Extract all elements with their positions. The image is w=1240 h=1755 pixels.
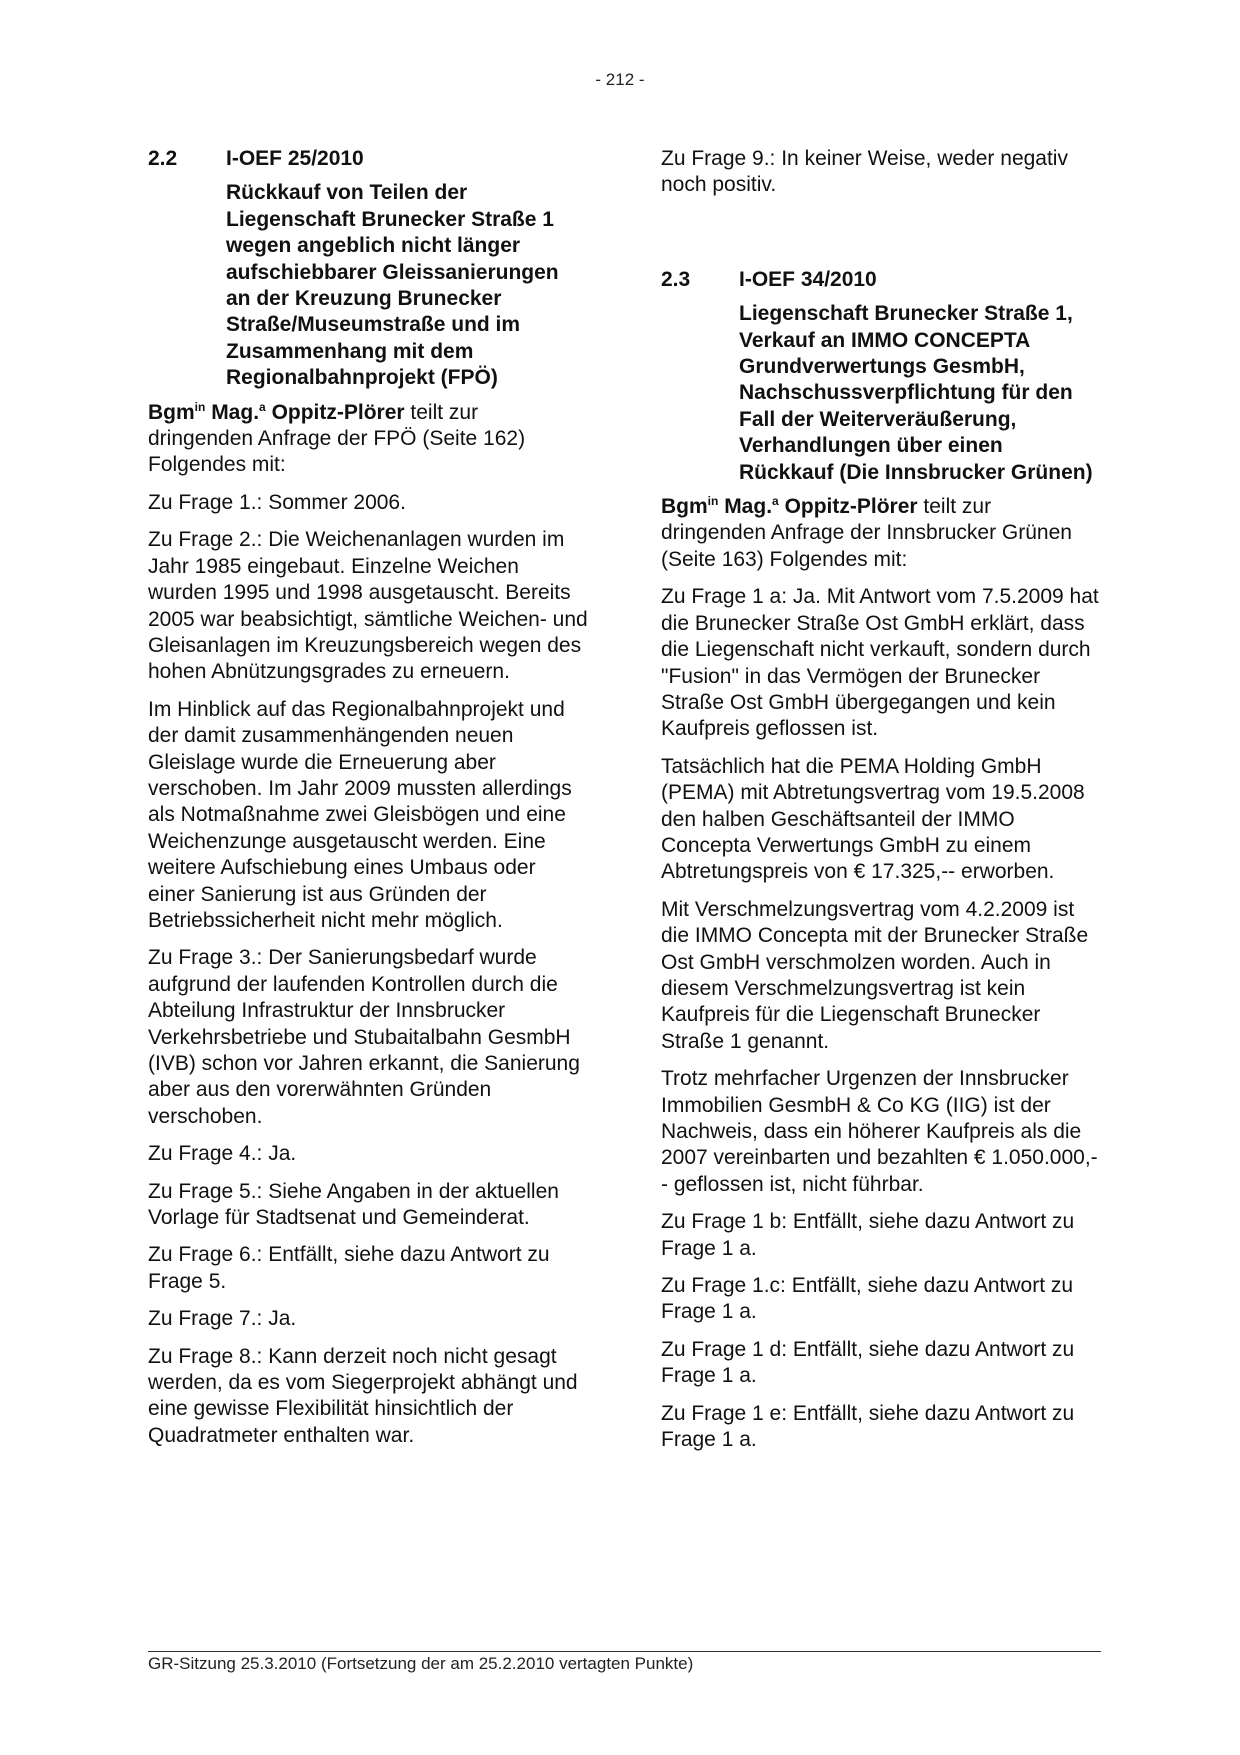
answer-paragraph: Zu Frage 1 d: Entfällt, siehe dazu Antwort zu Frage 1 a. — [661, 1337, 1075, 1388]
answer-paragraph: Trotz mehrfacher Urgenzen der Innsbrucker Immobilien GesmbH & Co KG (IIG) ist der Nachweis, dass ein höherer Kaufpreis als die 2007 vereinbarten und bezahlten € 1.050.000,-- geflossen ist, nicht führbar. — [661, 1067, 1098, 1196]
answer-paragraph: Zu Frage 6.: Entfällt, siehe dazu Antwort zu Frage 5. — [148, 1243, 550, 1293]
right-column — [661, 146, 1101, 1464]
answer-paragraph: Tatsächlich hat die PEMA Holding GmbH (PEMA) mit Abtretungsvertrag vom 19.5.2008 den halben Geschäftsanteil der IMMO Concepta Verwertungs GmbH zu einem Abtretungspreis von € 17.325,-- erworben. — [661, 754, 1085, 884]
section-code: I-OEF 25/2010 — [226, 147, 364, 170]
spacer — [661, 210, 1101, 267]
left-column — [148, 146, 588, 1460]
answer-paragraph: Zu Frage 3.: Der Sanierungsbedarf wurde aufgrund der laufenden Kontrollen durch die Abteilung Infrastruktur der Innsbrucker Verkehrsbetriebe und Stubaitalbahn GesmbH (IVB) schon vor Jahren erkannt, die Sanierung aber aus den vorerwähnten Gründen verschoben. — [148, 946, 580, 1128]
answer-paragraph: Zu Frage 9.: In keiner Weise, weder negativ noch positiv. — [661, 147, 1068, 197]
page-number: - 212 - — [595, 70, 645, 89]
speaker-title: Bgm$^{in}$ Mag.$^a$ Oppitz-Plörer — [148, 399, 405, 424]
section-title: Rückkauf von Teilen der Liegenschaft Brunecker Straße 1 wegen angeblich nicht länger aufschiebbarer Gleissanierungen an der Kreuzung Brunecker Straße/Museumstraße und im Zusammenhang mit dem Regionalbahnprojekt (FPÖ) — [226, 181, 559, 390]
footer-text: GR-Sitzung 25.3.2010 (Fortsetzung der am 25.2.2010 vertagten Punkte) — [148, 1654, 694, 1673]
answer-paragraph: Im Hinblick auf das Regionalbahnprojekt und der damit zusammenhängenden neuen Gleislage wurde die Erneuerung aber verschoben. Im Jahr 2009 mussten allerdings als Notmaßnahme zwei Gleisbögen und eine Weichenzunge ausgetauscht werden. Eine weitere Aufschiebung eines Umbaus oder einer Sanierung ist aus Gründen der Betriebssicherheit nicht mehr möglich. — [148, 697, 572, 932]
section-heading-2-3 — [661, 267, 1101, 293]
footer-rule — [148, 1651, 1101, 1652]
speaker-intro — [148, 400, 588, 479]
speaker-intro — [661, 494, 1101, 573]
answer-paragraph: Zu Frage 7.: Ja. — [148, 1307, 297, 1331]
section-number: 2.3 — [661, 267, 691, 291]
answer-paragraph: Zu Frage 4.: Ja. — [148, 1142, 297, 1166]
speaker-title: Bgm$^{in}$ Mag.$^a$ Oppitz-Plörer — [661, 494, 918, 519]
section-heading-2-2 — [148, 146, 588, 172]
section-title: Liegenschaft Brunecker Straße 1, Verkauf an IMMO CONCEPTA Grundverwertungs GesmbH, Nachschussverpflichtung für den Fall der Weiterveräußerung, Verhandlungen über einen Rückkauf (Die Innsbrucker Grünen) — [739, 302, 1093, 484]
answer-paragraph: Zu Frage 8.: Kann derzeit noch nicht gesagt werden, da es vom Siegerprojekt abhängt und eine gewisse Flexibilität hinsichtlich der Quadratmeter enthalten war. — [148, 1344, 578, 1447]
answer-paragraph: Zu Frage 1 b: Entfällt, siehe dazu Antwort zu Frage 1 a. — [661, 1210, 1075, 1260]
speaker-intro-text: teilt zur dringenden Anfrage der FPÖ (Seite 162) Folgendes mit: — [148, 400, 526, 477]
answer-paragraph: Zu Frage 1.: Sommer 2006. — [148, 490, 406, 514]
answer-paragraph: Zu Frage 1 a: Ja. Mit Antwort vom 7.5.2009 hat die Brunecker Straße Ost GmbH erklärt, dass die Liegenschaft nicht verkauft, sondern durch "Fusion" in das Vermögen der Brunecker Straße Ost GmbH übergegangen und kein Kaufpreis geflossen ist. — [661, 585, 1099, 741]
answer-paragraph: Zu Frage 1.c: Entfällt, siehe dazu Antwort zu Frage 1 a. — [661, 1274, 1074, 1324]
section-number: 2.2 — [148, 147, 178, 170]
speaker-intro-text: teilt zur dringenden Anfrage der Innsbrucker Grünen (Seite 163) Folgendes mit: — [661, 495, 1072, 571]
answer-paragraph: Zu Frage 5.: Siehe Angaben in der aktuellen Vorlage für Stadtsenat und Gemeinderat. — [148, 1179, 559, 1230]
section-code: I-OEF 34/2010 — [739, 267, 877, 291]
answer-paragraph: Zu Frage 1 e: Entfällt, siehe dazu Antwort zu Frage 1 a. — [661, 1401, 1075, 1452]
answer-paragraph: Zu Frage 2.: Die Weichenanlagen wurden im Jahr 1985 eingebaut. Einzelne Weichen wurden 1995 und 1998 ausgetauscht. Bereits 2005 war beabsichtigt, sämtliche Weichen- und Gleisanlagen im Kreuzungsbereich wegen des hohen Abnützungsgrades zu erneuern. — [148, 528, 588, 684]
answer-paragraph: Mit Verschmelzungsvertrag vom 4.2.2009 ist die IMMO Concepta mit der Brunecker Straße Ost GmbH verschmolzen worden. Auch in diesem Verschmelzungsvertrag ist kein Kaufpreis für die Liegenschaft Brunecker Straße 1 genannt. — [661, 897, 1089, 1053]
